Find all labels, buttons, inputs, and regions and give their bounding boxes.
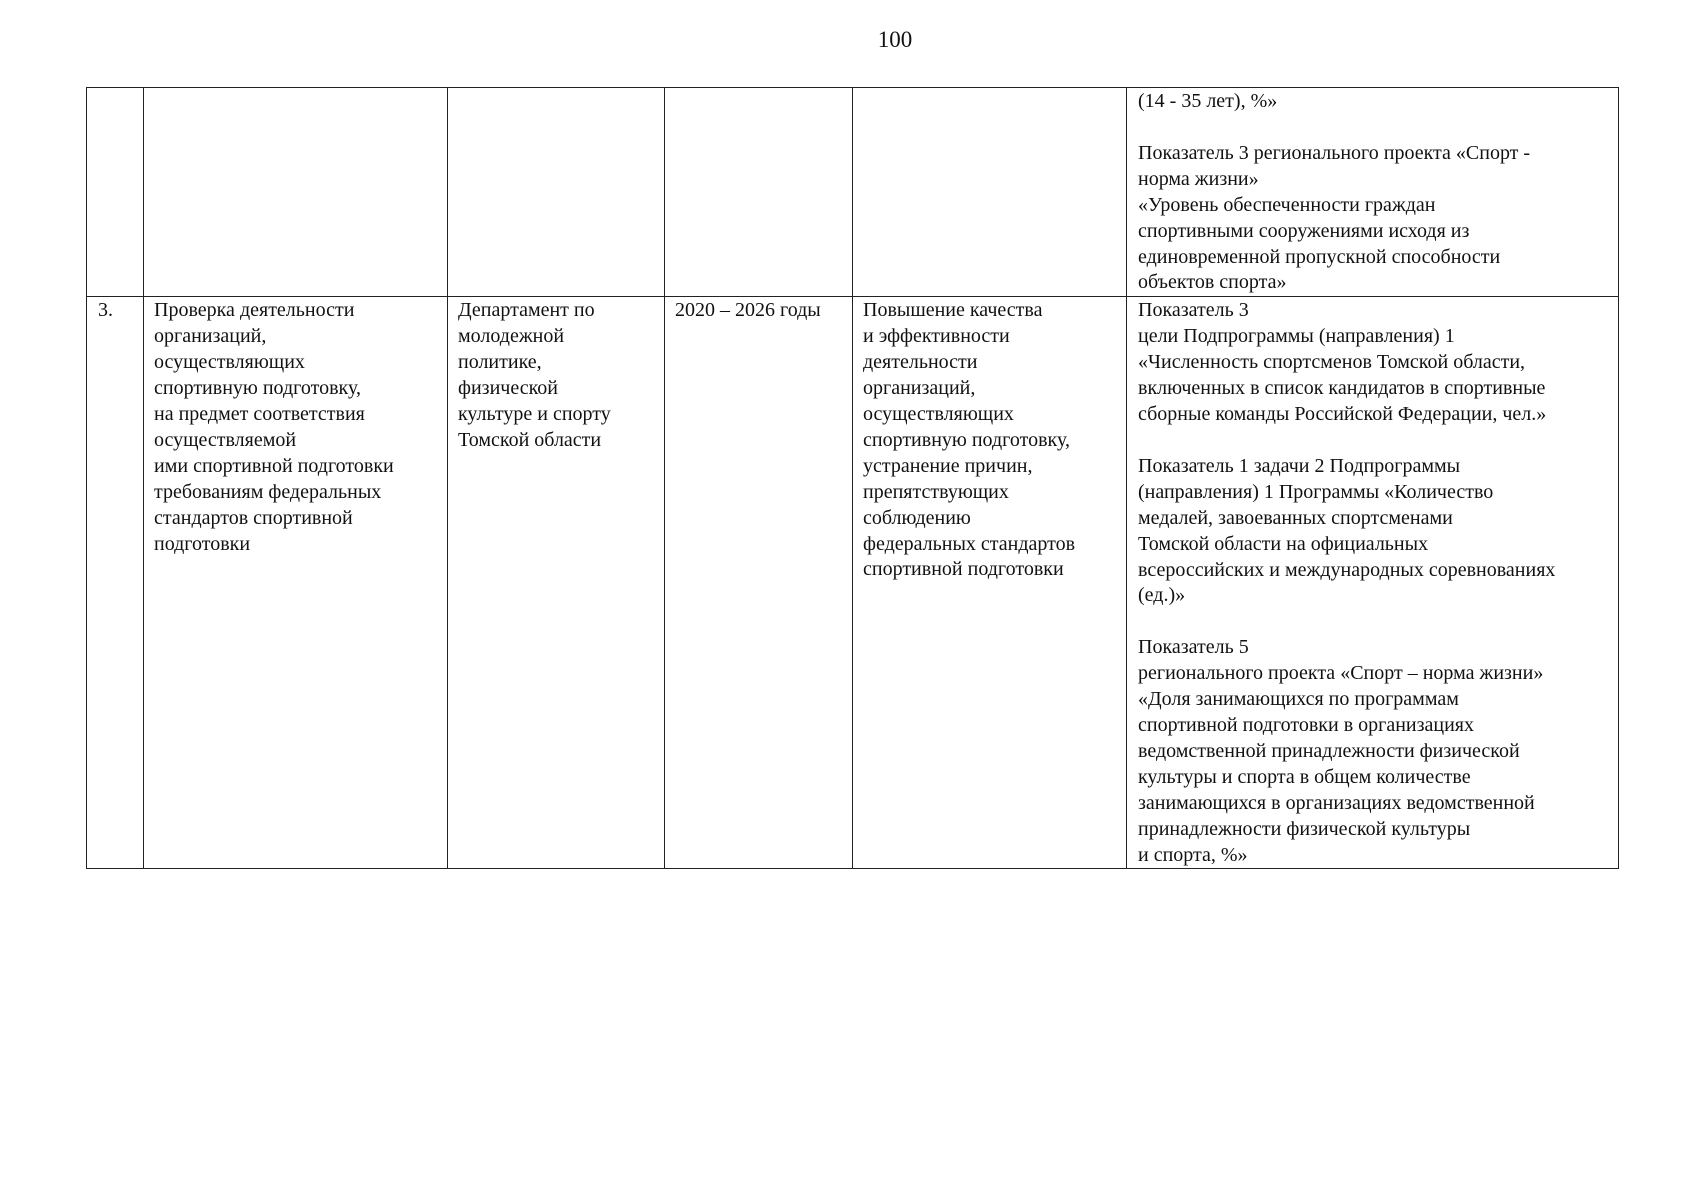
result-cell-line: осуществляющих: [863, 402, 1014, 425]
result-cell-line: соблюдению: [863, 506, 971, 529]
row-number-cell: 3.: [87, 297, 144, 869]
executor-cell-line: Томской области: [458, 428, 602, 451]
indicator-block: [1138, 454, 1610, 609]
executor-cell-line: Департамент по: [458, 299, 595, 322]
table-body: [87, 88, 1619, 869]
activity-cell-line: ими спортивной подготовки: [154, 454, 394, 477]
program-activities-table: [86, 87, 1619, 869]
period-cell: 2020 – 2026 годы: [665, 297, 853, 869]
executor-cell-line: культуре и спорту: [458, 402, 611, 425]
indicator-cell: [1127, 88, 1619, 297]
activity-cell-line: осуществляемой: [154, 428, 297, 451]
result-cell: [853, 297, 1127, 869]
indicator-block: [1138, 89, 1610, 115]
activity-cell: [144, 297, 448, 869]
activity-cell-line: стандартов спортивной: [154, 506, 353, 529]
activity-cell-line: осуществляющих: [154, 351, 305, 374]
indicator-cell: [1127, 297, 1619, 869]
result-cell-line: спортивную подготовку,: [863, 428, 1070, 451]
indicator-line: единовременной пропускной способности: [1138, 245, 1501, 268]
indicator-block: [1138, 298, 1610, 428]
indicator-line: Показатель 3: [1138, 299, 1249, 322]
activity-cell: [144, 88, 448, 297]
indicator-block: [1138, 635, 1610, 868]
indicator-line: культуры и спорта в общем количестве: [1138, 765, 1471, 788]
indicator-line: медалей, завоеванных спортсменами: [1138, 506, 1453, 529]
activity-cell-line: требованиям федеральных: [154, 480, 382, 503]
executor-cell-line: физической: [458, 377, 558, 400]
result-cell-line: Повышение качества: [863, 299, 1043, 322]
indicator-line: всероссийских и международных соревнованиях: [1138, 558, 1556, 581]
activity-cell-line: спортивную подготовку,: [154, 377, 361, 400]
executor-cell-line: политике,: [458, 351, 542, 374]
result-cell-line: деятельности: [863, 351, 978, 374]
executor-cell: [448, 88, 665, 297]
indicator-line: (ед.)»: [1138, 584, 1186, 607]
indicator-line: (направления) 1 Программы «Количество: [1138, 480, 1494, 503]
indicator-line: Томской области на официальных: [1138, 532, 1429, 555]
indicator-line: сборные команды Российской Федерации, чел.»: [1138, 402, 1547, 425]
indicator-line: принадлежности физической культуры: [1138, 817, 1471, 840]
row-number-cell: [87, 88, 144, 297]
activity-cell-line: подготовки: [154, 532, 251, 555]
executor-cell-line: молодежной: [458, 325, 565, 348]
indicator-line: занимающихся в организациях ведомственной: [1138, 791, 1535, 814]
table-row: [87, 88, 1619, 297]
indicator-block: [1138, 141, 1610, 296]
indicator-line: спортивной подготовки в организациях: [1138, 714, 1475, 737]
indicator-line: включенных в список кандидатов в спортивные: [1138, 377, 1546, 400]
result-cell-line: препятствующих: [863, 480, 1009, 503]
result-cell-line: федеральных стандартов: [863, 532, 1076, 555]
indicator-line: «Уровень обеспеченности граждан: [1138, 193, 1436, 216]
indicator-line: спортивными сооружениями исходя из: [1138, 219, 1470, 242]
result-cell-line: организаций,: [863, 377, 976, 400]
activity-cell-line: Проверка деятельности: [154, 299, 355, 322]
indicator-line: Показатель 1 задачи 2 Подпрограммы: [1138, 454, 1461, 477]
activity-cell-line: на предмет соответствия: [154, 402, 365, 425]
indicator-line: Показатель 3 регионального проекта «Спорт -: [1138, 141, 1531, 164]
executor-cell: [448, 297, 665, 869]
indicator-line: объектов спорта»: [1138, 271, 1287, 294]
indicator-line: регионального проекта «Спорт – норма жизни»: [1138, 662, 1544, 685]
activity-cell-line: организаций,: [154, 325, 267, 348]
indicator-line: и спорта, %»: [1138, 843, 1248, 866]
indicator-line: (14 - 35 лет), %»: [1138, 90, 1278, 112]
result-cell-line: и эффективности: [863, 325, 1010, 348]
indicator-line: норма жизни»: [1138, 167, 1259, 190]
result-cell-line: спортивной подготовки: [863, 558, 1064, 581]
indicator-line: ведомственной принадлежности физической: [1138, 739, 1520, 762]
table-row: [87, 297, 1619, 869]
indicator-line: «Доля занимающихся по программам: [1138, 688, 1459, 711]
indicator-line: «Численность спортсменов Томской области,: [1138, 351, 1526, 374]
result-cell: [853, 88, 1127, 297]
page-number: 100: [877, 27, 913, 52]
indicator-line: Показатель 5: [1138, 636, 1249, 659]
indicator-line: цели Подпрограммы (направления) 1: [1138, 325, 1455, 348]
period-cell: [665, 88, 853, 297]
result-cell-line: устранение причин,: [863, 454, 1033, 477]
